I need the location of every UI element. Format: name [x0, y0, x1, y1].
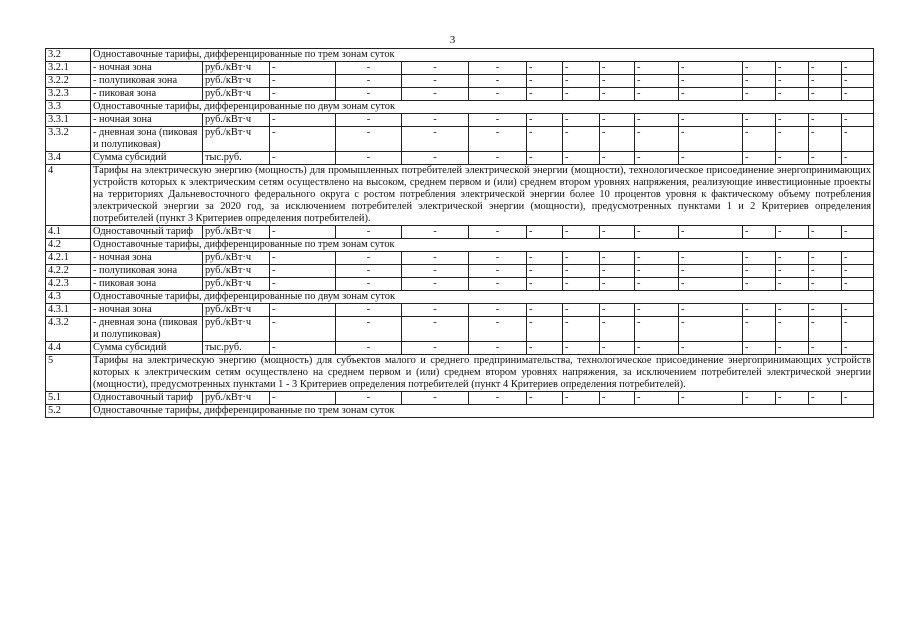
value-cell: - [679, 114, 743, 127]
value-cell: - [402, 342, 469, 355]
value-cell: - [679, 304, 743, 317]
row-number: 4.1 [46, 226, 91, 239]
value-cell: - [842, 252, 874, 265]
value-cell: - [563, 62, 600, 75]
value-cell: - [270, 304, 336, 317]
value-cell: - [743, 252, 776, 265]
value-cell: - [469, 342, 527, 355]
value-cell: - [776, 88, 809, 101]
value-cell: - [635, 88, 679, 101]
value-cell: - [743, 265, 776, 278]
value-cell: - [527, 278, 563, 291]
section-description: Тарифы на электрическую энергию (мощность) для промышленных потребителей электрической энергии (мощности), технологическое присоединение энергопринимающих устройств которых к электрическим сетям осуществлено на высоком, среднем первом и (или) среднем втором уровнях напряжения, реализующие инвестиционные проекты на территориях Дальневосточного федерального округа с ростом потребления электрической энергии более 10 процентов уровня к фактическому объему потребления электрической энергии за 2020 год, за исключением потребителей электрической энергии (мощности), предусмотренных пунктами 1 и 2 Критериев определения потребителей (пункт 3 Критериев определения потребителей). [91, 165, 874, 226]
value-cell: - [270, 342, 336, 355]
value-cell: - [336, 252, 402, 265]
value-cell: - [469, 114, 527, 127]
value-cell: - [809, 75, 842, 88]
value-cell: - [635, 265, 679, 278]
value-cell: - [469, 265, 527, 278]
value-cell: - [527, 114, 563, 127]
row-unit: руб./кВт·ч [203, 252, 270, 265]
value-cell: - [402, 226, 469, 239]
value-cell: - [469, 304, 527, 317]
table-row [46, 127, 874, 152]
row-number: 3.2 [46, 49, 91, 62]
row-label: - дневная зона (пиковая и полупиковая) [91, 127, 203, 152]
section-heading: Одноставочные тарифы, дифференцированные по трем зонам суток [91, 405, 874, 418]
value-cell: - [842, 88, 874, 101]
row-number: 3.2.1 [46, 62, 91, 75]
row-label: - ночная зона [91, 114, 203, 127]
tariff-table-body [46, 49, 874, 418]
row-label: - пиковая зона [91, 88, 203, 101]
value-cell: - [270, 88, 336, 101]
row-unit: руб./кВт·ч [203, 88, 270, 101]
value-cell: - [809, 127, 842, 152]
table-row [46, 75, 874, 88]
tariff-table [45, 48, 874, 418]
value-cell: - [402, 62, 469, 75]
value-cell: - [402, 265, 469, 278]
value-cell: - [809, 265, 842, 278]
value-cell: - [679, 317, 743, 342]
value-cell: - [743, 226, 776, 239]
value-cell: - [809, 88, 842, 101]
row-unit: руб./кВт·ч [203, 226, 270, 239]
table-row [46, 88, 874, 101]
row-number: 5 [46, 355, 91, 392]
row-label: Одноставочный тариф [91, 226, 203, 239]
value-cell: - [743, 304, 776, 317]
value-cell: - [776, 392, 809, 405]
value-cell: - [469, 62, 527, 75]
value-cell: - [776, 278, 809, 291]
value-cell: - [469, 317, 527, 342]
section-heading: Одноставочные тарифы, дифференцированные по двум зонам суток [91, 101, 874, 114]
value-cell: - [336, 392, 402, 405]
value-cell: - [842, 304, 874, 317]
value-cell: - [270, 278, 336, 291]
row-label: - дневная зона (пиковая и полупиковая) [91, 317, 203, 342]
section-heading: Одноставочные тарифы, дифференцированные по трем зонам суток [91, 49, 874, 62]
section-description: Тарифы на электрическую энергию (мощность) для субъектов малого и среднего предпринимательства, технологическое присоединение энергопринимающих устройств которых к электрическим сетям осуществлено на среднем первом и (или) среднем втором уровнях напряжения, за исключением потребителей электрической энергии (мощности), предусмотренных пунктами 1 - 3 Критериев определения потребителей (пункт 4 Критериев определения потребителей). [91, 355, 874, 392]
row-label: - ночная зона [91, 252, 203, 265]
row-label: Сумма субсидий [91, 342, 203, 355]
value-cell: - [809, 392, 842, 405]
table-row [46, 226, 874, 239]
value-cell: - [469, 75, 527, 88]
row-number: 4.3 [46, 291, 91, 304]
value-cell: - [527, 152, 563, 165]
value-cell: - [842, 75, 874, 88]
value-cell: - [270, 252, 336, 265]
value-cell: - [743, 152, 776, 165]
value-cell: - [776, 342, 809, 355]
value-cell: - [679, 265, 743, 278]
value-cell: - [776, 304, 809, 317]
value-cell: - [563, 304, 600, 317]
value-cell: - [563, 317, 600, 342]
value-cell: - [776, 127, 809, 152]
value-cell: - [270, 152, 336, 165]
value-cell: - [402, 152, 469, 165]
value-cell: - [527, 392, 563, 405]
value-cell: - [600, 317, 635, 342]
section-heading: Одноставочные тарифы, дифференцированные по трем зонам суток [91, 239, 874, 252]
value-cell: - [809, 152, 842, 165]
row-number: 3.2.3 [46, 88, 91, 101]
row-unit: руб./кВт·ч [203, 114, 270, 127]
value-cell: - [679, 62, 743, 75]
table-row [46, 291, 874, 304]
value-cell: - [635, 278, 679, 291]
value-cell: - [270, 317, 336, 342]
row-unit: тыс.руб. [203, 152, 270, 165]
value-cell: - [402, 127, 469, 152]
value-cell: - [527, 317, 563, 342]
row-label: - ночная зона [91, 62, 203, 75]
value-cell: - [336, 278, 402, 291]
row-unit: руб./кВт·ч [203, 62, 270, 75]
value-cell: - [527, 127, 563, 152]
value-cell: - [336, 75, 402, 88]
table-row [46, 101, 874, 114]
value-cell: - [469, 226, 527, 239]
value-cell: - [635, 392, 679, 405]
value-cell: - [527, 304, 563, 317]
value-cell: - [402, 278, 469, 291]
value-cell: - [600, 342, 635, 355]
value-cell: - [270, 75, 336, 88]
value-cell: - [743, 278, 776, 291]
value-cell: - [527, 252, 563, 265]
value-cell: - [743, 114, 776, 127]
value-cell: - [743, 62, 776, 75]
value-cell: - [600, 114, 635, 127]
value-cell: - [809, 62, 842, 75]
value-cell: - [679, 75, 743, 88]
table-row [46, 62, 874, 75]
value-cell: - [563, 75, 600, 88]
value-cell: - [402, 392, 469, 405]
value-cell: - [679, 392, 743, 405]
value-cell: - [776, 226, 809, 239]
value-cell: - [336, 342, 402, 355]
value-cell: - [527, 342, 563, 355]
value-cell: - [776, 252, 809, 265]
table-row [46, 239, 874, 252]
page-number: 3 [449, 34, 456, 46]
value-cell: - [679, 342, 743, 355]
table-row [46, 114, 874, 127]
value-cell: - [402, 114, 469, 127]
row-number: 5.2 [46, 405, 91, 418]
value-cell: - [563, 278, 600, 291]
value-cell: - [809, 226, 842, 239]
row-number: 4.2.1 [46, 252, 91, 265]
row-unit: руб./кВт·ч [203, 304, 270, 317]
value-cell: - [776, 75, 809, 88]
row-unit: тыс.руб. [203, 342, 270, 355]
value-cell: - [743, 392, 776, 405]
value-cell: - [842, 317, 874, 342]
value-cell: - [402, 304, 469, 317]
value-cell: - [776, 152, 809, 165]
row-label: - полупиковая зона [91, 75, 203, 88]
value-cell: - [563, 127, 600, 152]
value-cell: - [402, 317, 469, 342]
value-cell: - [527, 75, 563, 88]
row-number: 5.1 [46, 392, 91, 405]
value-cell: - [527, 265, 563, 278]
value-cell: - [469, 88, 527, 101]
row-unit: руб./кВт·ч [203, 392, 270, 405]
value-cell: - [563, 252, 600, 265]
row-unit: руб./кВт·ч [203, 265, 270, 278]
value-cell: - [635, 226, 679, 239]
value-cell: - [809, 252, 842, 265]
value-cell: - [402, 75, 469, 88]
value-cell: - [336, 127, 402, 152]
row-label: - пиковая зона [91, 278, 203, 291]
value-cell: - [563, 342, 600, 355]
row-number: 3.4 [46, 152, 91, 165]
row-number: 4.2 [46, 239, 91, 252]
value-cell: - [776, 317, 809, 342]
row-unit: руб./кВт·ч [203, 75, 270, 88]
value-cell: - [776, 265, 809, 278]
row-number: 3.3 [46, 101, 91, 114]
row-number: 3.3.2 [46, 127, 91, 152]
value-cell: - [563, 152, 600, 165]
table-row [46, 405, 874, 418]
value-cell: - [809, 304, 842, 317]
value-cell: - [270, 392, 336, 405]
value-cell: - [563, 392, 600, 405]
value-cell: - [842, 127, 874, 152]
value-cell: - [336, 114, 402, 127]
row-number: 4.4 [46, 342, 91, 355]
value-cell: - [336, 265, 402, 278]
value-cell: - [635, 342, 679, 355]
value-cell: - [336, 88, 402, 101]
value-cell: - [402, 88, 469, 101]
value-cell: - [635, 127, 679, 152]
value-cell: - [527, 88, 563, 101]
value-cell: - [842, 152, 874, 165]
value-cell: - [776, 62, 809, 75]
value-cell: - [600, 304, 635, 317]
value-cell: - [336, 62, 402, 75]
section-heading: Одноставочные тарифы, дифференцированные по двум зонам суток [91, 291, 874, 304]
value-cell: - [469, 152, 527, 165]
value-cell: - [600, 127, 635, 152]
table-row [46, 392, 874, 405]
row-number: 3.3.1 [46, 114, 91, 127]
row-number: 3.2.2 [46, 75, 91, 88]
value-cell: - [600, 278, 635, 291]
value-cell: - [469, 127, 527, 152]
row-label: - ночная зона [91, 304, 203, 317]
value-cell: - [743, 317, 776, 342]
row-number: 4.2.2 [46, 265, 91, 278]
table-row [46, 252, 874, 265]
value-cell: - [270, 226, 336, 239]
value-cell: - [679, 252, 743, 265]
row-unit: руб./кВт·ч [203, 278, 270, 291]
value-cell: - [635, 62, 679, 75]
value-cell: - [270, 62, 336, 75]
value-cell: - [469, 392, 527, 405]
value-cell: - [635, 152, 679, 165]
value-cell: - [743, 127, 776, 152]
value-cell: - [635, 304, 679, 317]
value-cell: - [563, 88, 600, 101]
value-cell: - [809, 114, 842, 127]
value-cell: - [600, 152, 635, 165]
value-cell: - [809, 342, 842, 355]
value-cell: - [563, 114, 600, 127]
row-unit: руб./кВт·ч [203, 317, 270, 342]
table-row [46, 49, 874, 62]
value-cell: - [809, 317, 842, 342]
value-cell: - [635, 317, 679, 342]
value-cell: - [336, 226, 402, 239]
value-cell: - [842, 265, 874, 278]
value-cell: - [600, 392, 635, 405]
value-cell: - [743, 342, 776, 355]
value-cell: - [679, 152, 743, 165]
value-cell: - [842, 342, 874, 355]
row-unit: руб./кВт·ч [203, 127, 270, 152]
value-cell: - [679, 226, 743, 239]
value-cell: - [336, 152, 402, 165]
value-cell: - [842, 392, 874, 405]
value-cell: - [635, 114, 679, 127]
table-row [46, 278, 874, 291]
value-cell: - [635, 75, 679, 88]
value-cell: - [842, 62, 874, 75]
value-cell: - [679, 278, 743, 291]
row-number: 4.3.1 [46, 304, 91, 317]
value-cell: - [563, 265, 600, 278]
value-cell: - [563, 226, 600, 239]
value-cell: - [809, 278, 842, 291]
value-cell: - [336, 304, 402, 317]
table-row [46, 317, 874, 342]
row-number: 4.3.2 [46, 317, 91, 342]
value-cell: - [336, 317, 402, 342]
row-number: 4.2.3 [46, 278, 91, 291]
value-cell: - [842, 278, 874, 291]
value-cell: - [600, 75, 635, 88]
row-label: Одноставочный тариф [91, 392, 203, 405]
table-row [46, 342, 874, 355]
table-row [46, 165, 874, 226]
value-cell: - [600, 252, 635, 265]
value-cell: - [527, 226, 563, 239]
value-cell: - [469, 252, 527, 265]
row-label: - полупиковая зона [91, 265, 203, 278]
value-cell: - [679, 127, 743, 152]
value-cell: - [600, 265, 635, 278]
value-cell: - [402, 252, 469, 265]
row-label: Сумма субсидий [91, 152, 203, 165]
value-cell: - [600, 88, 635, 101]
table-row [46, 304, 874, 317]
row-number: 4 [46, 165, 91, 226]
value-cell: - [743, 88, 776, 101]
table-row [46, 355, 874, 392]
value-cell: - [527, 62, 563, 75]
value-cell: - [679, 88, 743, 101]
value-cell: - [270, 265, 336, 278]
value-cell: - [743, 75, 776, 88]
value-cell: - [600, 226, 635, 239]
value-cell: - [842, 114, 874, 127]
value-cell: - [469, 278, 527, 291]
value-cell: - [600, 62, 635, 75]
table-row [46, 265, 874, 278]
value-cell: - [842, 226, 874, 239]
value-cell: - [270, 127, 336, 152]
value-cell: - [270, 114, 336, 127]
table-row [46, 152, 874, 165]
value-cell: - [635, 252, 679, 265]
value-cell: - [776, 114, 809, 127]
